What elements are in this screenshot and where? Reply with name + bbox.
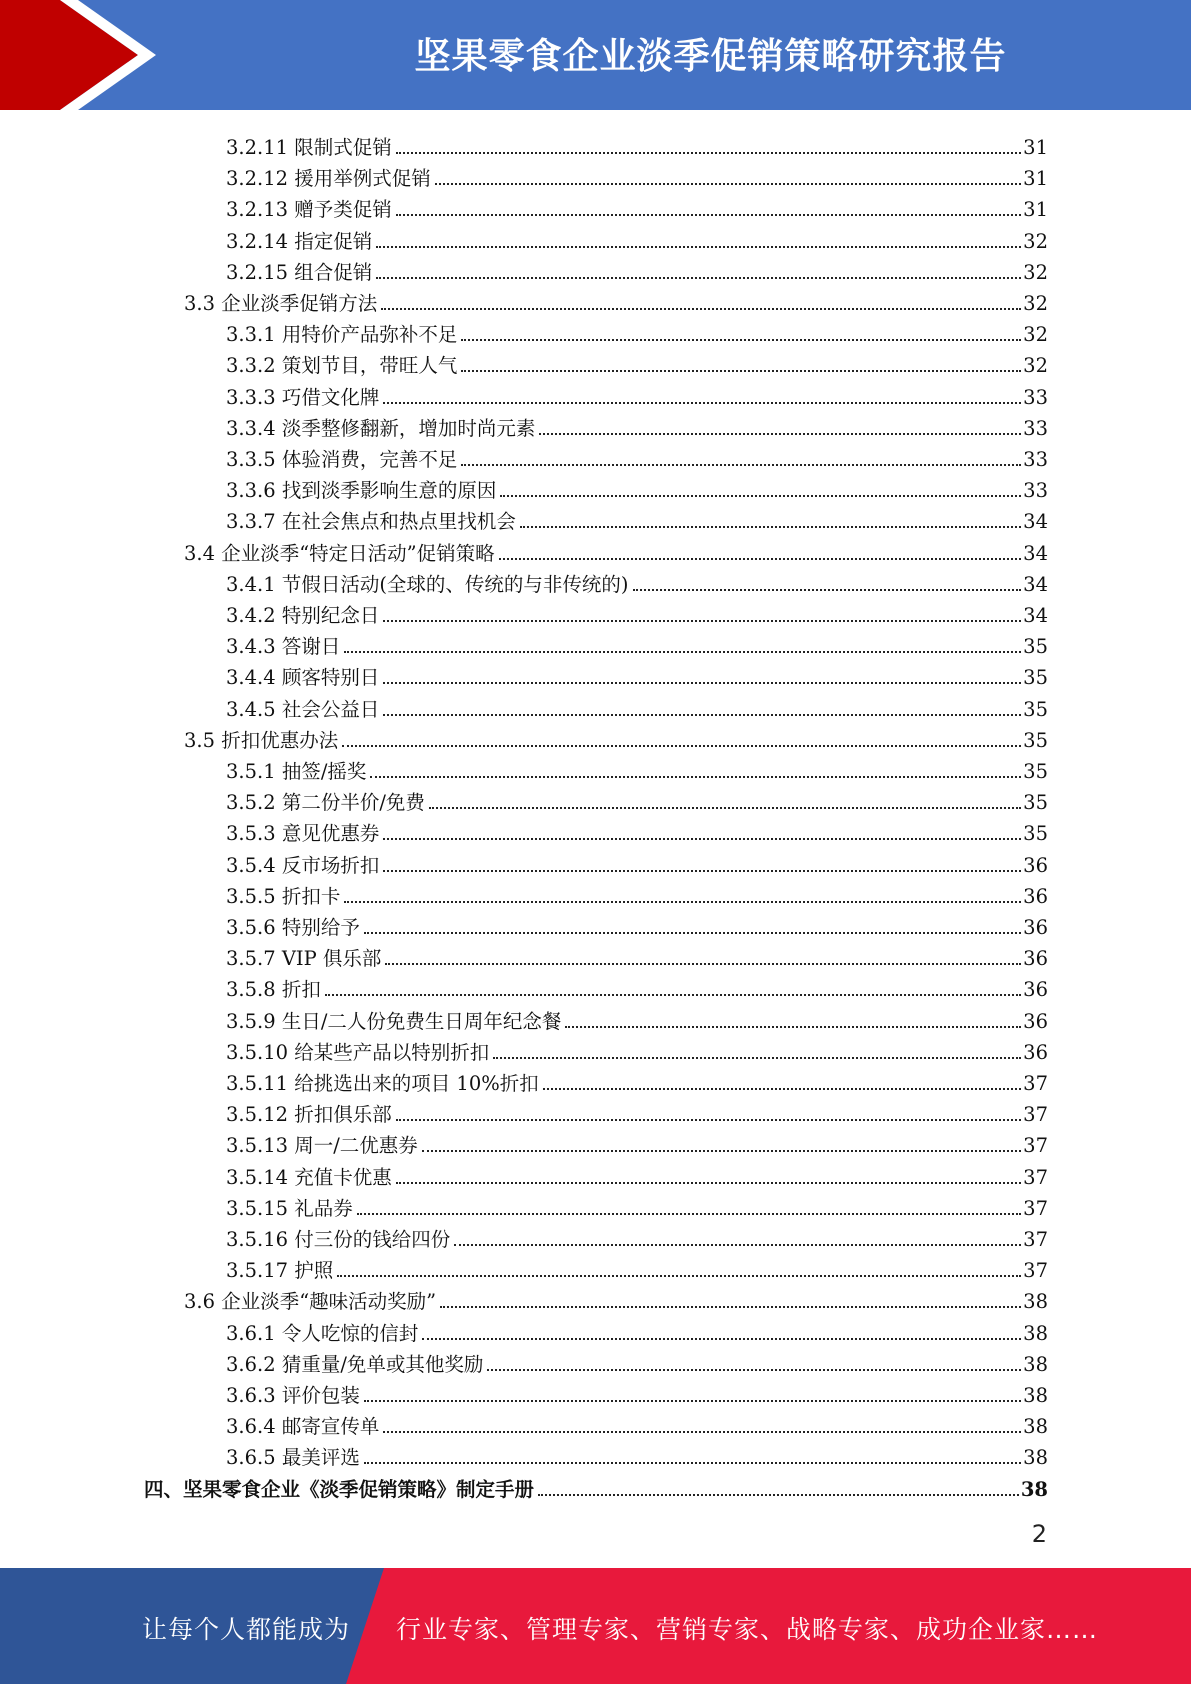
- toc-dot-leader: [344, 651, 1021, 653]
- toc-entry-page: 37: [1023, 1103, 1048, 1127]
- toc-dot-leader: [376, 246, 1021, 248]
- toc-entry-label: 3.2.15 组合促销: [226, 260, 373, 284]
- toc-entry-label: 3.4.4 顾客特别日: [226, 666, 380, 690]
- toc-entry-page: 33: [1023, 385, 1048, 409]
- toc-entry-label: 3.5.8 折扣: [226, 978, 321, 1002]
- toc-entry-label: 3.6.5 最美评选: [226, 1446, 360, 1470]
- toc-dot-leader: [633, 589, 1022, 591]
- toc-dot-leader: [364, 932, 1021, 934]
- toc-entry[interactable]: [226, 690, 1048, 721]
- toc-entry-page: 35: [1023, 635, 1048, 659]
- toc-entry-page: 35: [1023, 697, 1048, 721]
- toc-entry-label: 3.5.10 给某些产品以特别折扣: [226, 1040, 490, 1064]
- toc-entry[interactable]: [226, 658, 1048, 689]
- toc-dot-leader: [565, 1026, 1021, 1028]
- toc-entry-label: 3.4.5 社会公益日: [226, 697, 380, 721]
- toc-entry[interactable]: [226, 378, 1048, 409]
- toc-entry[interactable]: [226, 346, 1048, 377]
- toc-entry[interactable]: [226, 253, 1048, 284]
- toc-entry-label: 3.6.4 邮寄宣传单: [226, 1415, 380, 1439]
- toc-entry[interactable]: [226, 565, 1048, 596]
- toc-entry-label: 3.2.11 限制式促销: [226, 136, 392, 159]
- toc-entry-page: 33: [1023, 479, 1048, 503]
- footer-slogan-left: 让每个人都能成为: [142, 1615, 351, 1644]
- toc-entry-label: 3.5 折扣优惠办法: [184, 728, 339, 752]
- toc-entry[interactable]: [226, 908, 1048, 939]
- toc-entry[interactable]: [226, 939, 1048, 970]
- toc-dot-leader: [383, 870, 1021, 872]
- toc-dot-leader: [454, 1244, 1021, 1246]
- toc-dot-leader: [396, 152, 1021, 154]
- toc-dot-leader: [461, 339, 1021, 341]
- toc-dot-leader: [376, 277, 1021, 279]
- toc-entry-page: 38: [1023, 1321, 1048, 1345]
- toc-entry-page: 31: [1023, 167, 1048, 191]
- toc-entry-page: 37: [1023, 1259, 1048, 1283]
- toc-entry[interactable]: [226, 159, 1048, 190]
- toc-entry[interactable]: [226, 1126, 1048, 1157]
- toc-dot-leader: [539, 433, 1021, 435]
- toc-dot-leader: [383, 714, 1021, 716]
- toc-dot-leader: [344, 901, 1021, 903]
- toc-entry-label: 3.2.14 指定促销: [226, 229, 373, 253]
- footer-slogan-right: 行业专家、管理专家、营销专家、战略专家、成功企业家……: [396, 1615, 1099, 1644]
- toc-entry-page: 36: [1023, 978, 1048, 1002]
- toc-entry-page: 37: [1023, 1072, 1048, 1095]
- toc-entry-page: 31: [1023, 198, 1048, 222]
- toc-entry-label: 3.4.2 特别纪念日: [226, 604, 380, 627]
- toc-entry-page: 36: [1023, 853, 1048, 877]
- toc-entry[interactable]: [226, 1376, 1048, 1407]
- toc-entry[interactable]: [226, 1158, 1048, 1189]
- toc-entry[interactable]: [226, 752, 1048, 783]
- toc-dot-leader: [422, 1150, 1021, 1152]
- toc-entry[interactable]: [226, 783, 1048, 814]
- toc-dot-leader: [500, 495, 1021, 497]
- toc-entry-label: 3.5.11 给挑选出来的项目 10%折扣: [226, 1072, 539, 1095]
- toc-entry[interactable]: [226, 128, 1048, 159]
- toc-entry-label: 3.5.6 特别给予: [226, 916, 360, 939]
- toc-entry-label: 3.5.1 抽签/摇奖: [226, 760, 367, 783]
- toc-entry-label: 3.5.3 意见优惠券: [226, 822, 380, 846]
- toc-entry-page: 37: [1023, 1228, 1048, 1251]
- toc-entry-page: 33: [1023, 416, 1048, 440]
- toc-entry[interactable]: [226, 814, 1048, 845]
- toc-entry-label: 四、坚果零食企业《淡季促销策略》制定手册: [144, 1477, 535, 1501]
- toc-entry-page: 32: [1023, 260, 1048, 284]
- toc-dot-leader: [383, 682, 1021, 684]
- toc-dot-leader: [538, 1494, 1019, 1496]
- toc-entry[interactable]: [226, 1314, 1048, 1345]
- toc-entry[interactable]: [226, 1002, 1048, 1033]
- toc-dot-leader: [381, 308, 1021, 310]
- toc-entry-page: 36: [1023, 884, 1048, 908]
- toc-entry[interactable]: [226, 846, 1048, 877]
- toc-entry[interactable]: [226, 1095, 1048, 1126]
- toc-entry-page: 32: [1023, 229, 1048, 253]
- toc-dot-leader: [383, 1431, 1021, 1433]
- toc-dot-leader: [337, 1275, 1021, 1277]
- toc-entry-label: 3.5.16 付三份的钱给四份: [226, 1228, 451, 1251]
- toc-entry-page: 34: [1023, 510, 1048, 534]
- toc-entry-label: 3.5.14 充值卡优惠: [226, 1165, 392, 1189]
- toc-dot-leader: [461, 370, 1021, 372]
- page-header: [0, 0, 1191, 110]
- toc-entry-page: 35: [1023, 728, 1048, 752]
- toc-entry[interactable]: [226, 1033, 1048, 1064]
- toc-entry[interactable]: [226, 1220, 1048, 1251]
- toc-dot-leader: [385, 963, 1021, 965]
- toc-dot-leader: [325, 994, 1021, 996]
- toc-entry[interactable]: [226, 970, 1048, 1001]
- toc-entry-label: 3.3.1 用特价产品弥补不足: [226, 323, 458, 347]
- toc-entry-label: 3.3 企业淡季促销方法: [184, 292, 378, 315]
- toc-entry[interactable]: [226, 222, 1048, 253]
- toc-entry[interactable]: [226, 1064, 1048, 1095]
- page-number: 2: [1031, 1520, 1047, 1548]
- toc-entry[interactable]: [226, 1189, 1048, 1220]
- toc-dot-leader: [461, 464, 1021, 466]
- toc-entry-page: 38: [1023, 1384, 1048, 1407]
- toc-entry-label: 3.2.13 赠予类促销: [226, 198, 392, 222]
- toc-entry-page: 38: [1023, 1446, 1048, 1470]
- toc-dot-leader: [370, 776, 1021, 778]
- toc-entry-page: 38: [1020, 1477, 1048, 1501]
- toc-dot-leader: [435, 183, 1021, 185]
- toc-entry-page: 31: [1023, 136, 1048, 159]
- toc-entry[interactable]: [226, 877, 1048, 908]
- toc-entry-label: 3.6.1 令人吃惊的信封: [226, 1321, 419, 1345]
- toc-entry[interactable]: [226, 502, 1048, 533]
- toc-entry-page: 35: [1023, 666, 1048, 690]
- toc-entry-label: 3.3.6 找到淡季影响生意的原因: [226, 479, 497, 503]
- toc-entry[interactable]: [184, 284, 1048, 315]
- toc-entry-label: 3.5.9 生日/二人份免费生日周年纪念餐: [226, 1009, 562, 1033]
- toc-entry[interactable]: [226, 471, 1048, 502]
- toc-entry-page: 37: [1023, 1134, 1048, 1158]
- toc-entry-label: 3.3.3 巧借文化牌: [226, 385, 380, 409]
- toc-entry-page: 38: [1023, 1290, 1048, 1314]
- toc-dot-leader: [543, 1088, 1021, 1090]
- toc-entry[interactable]: [144, 1470, 1048, 1501]
- toc-dot-leader: [396, 1119, 1021, 1121]
- toc-entry-label: 3.6 企业淡季“趣味活动奖励”: [184, 1290, 437, 1314]
- toc-entry-label: 3.2.12 援用举例式促销: [226, 167, 431, 191]
- toc-entry[interactable]: [184, 721, 1048, 752]
- toc-dot-leader: [383, 402, 1021, 404]
- toc-entry-page: 34: [1023, 541, 1048, 565]
- toc-dot-leader: [440, 1306, 1021, 1308]
- toc-entry-page: 38: [1023, 1352, 1048, 1376]
- toc-entry-label: 3.6.2 猜重量/免单或其他奖励: [226, 1352, 484, 1376]
- page-footer: [0, 1568, 1191, 1684]
- toc-dot-leader: [396, 1182, 1021, 1184]
- toc-entry[interactable]: [226, 190, 1048, 221]
- toc-entry-label: 3.5.15 礼品券: [226, 1196, 353, 1220]
- toc-entry-label: 3.6.3 评价包装: [226, 1384, 360, 1407]
- toc-entry-page: 34: [1023, 604, 1048, 627]
- toc-entry-label: 3.5.13 周一/二优惠券: [226, 1134, 418, 1158]
- toc-entry-page: 32: [1023, 292, 1048, 315]
- toc-entry-page: 32: [1023, 354, 1048, 378]
- toc-entry-label: 3.5.17 护照: [226, 1259, 334, 1283]
- toc-entry-page: 33: [1023, 448, 1048, 471]
- toc-entry-label: 3.4 企业淡季“特定日活动”促销策略: [184, 541, 495, 565]
- toc-entry-label: 3.5.2 第二份半价/免费: [226, 791, 425, 815]
- toc-entry-page: 34: [1023, 572, 1048, 596]
- toc-entry-page: 32: [1023, 323, 1048, 347]
- toc-entry-label: 3.3.4 淡季整修翻新，增加时尚元素: [226, 416, 536, 440]
- toc-entry-page: 36: [1023, 916, 1048, 939]
- toc-entry-page: 35: [1023, 822, 1048, 846]
- toc-dot-leader: [487, 1369, 1021, 1371]
- toc-entry-page: 37: [1023, 1165, 1048, 1189]
- toc-dot-leader: [396, 214, 1021, 216]
- toc-dot-leader: [357, 1213, 1021, 1215]
- toc-entry[interactable]: [226, 627, 1048, 658]
- toc-entry-label: 3.5.7 VIP 俱乐部: [226, 947, 382, 971]
- toc-entry[interactable]: [226, 596, 1048, 627]
- toc-entry-page: 36: [1023, 1040, 1048, 1064]
- toc-entry-label: 3.3.5 体验消费，完善不足: [226, 448, 458, 471]
- toc-entry[interactable]: [226, 440, 1048, 471]
- toc-entry-page: 35: [1023, 760, 1048, 783]
- toc-entry-label: 3.5.5 折扣卡: [226, 884, 341, 908]
- toc-entry[interactable]: [184, 534, 1048, 565]
- toc-entry-label: 3.5.12 折扣俱乐部: [226, 1103, 392, 1127]
- toc-entry-label: 3.5.4 反市场折扣: [226, 853, 380, 877]
- toc-entry-label: 3.4.1 节假日活动(全球的、传统的与非传统的): [226, 572, 629, 596]
- toc-entry[interactable]: [226, 1345, 1048, 1376]
- toc-entry[interactable]: [226, 315, 1048, 346]
- toc-entry-label: 3.4.3 答谢日: [226, 635, 341, 659]
- toc-dot-leader: [342, 745, 1021, 747]
- toc-entry-label: 3.3.7 在社会焦点和热点里找机会: [226, 510, 516, 534]
- toc-entry-page: 36: [1023, 947, 1048, 971]
- toc-entry-label: 3.3.2 策划节目，带旺人气: [226, 354, 458, 378]
- toc-dot-leader: [383, 620, 1021, 622]
- toc-dot-leader: [364, 1400, 1021, 1402]
- document-title: 坚果零食企业淡季促销策略研究报告: [414, 36, 1007, 77]
- toc-entry-page: 38: [1023, 1415, 1048, 1439]
- toc-dot-leader: [520, 526, 1021, 528]
- toc-dot-leader: [493, 1057, 1021, 1059]
- toc-dot-leader: [499, 558, 1022, 560]
- toc-dot-leader: [383, 838, 1021, 840]
- toc-entry[interactable]: [226, 1438, 1048, 1469]
- toc-entry[interactable]: [226, 1407, 1048, 1438]
- toc-entry-page: 37: [1023, 1196, 1048, 1220]
- toc-dot-leader: [429, 807, 1021, 809]
- toc-entry-page: 35: [1023, 791, 1048, 815]
- toc-entry[interactable]: [226, 409, 1048, 440]
- toc-entry[interactable]: [226, 1251, 1048, 1282]
- toc-entry[interactable]: [184, 1282, 1048, 1313]
- toc-dot-leader: [422, 1338, 1021, 1340]
- toc-entry-page: 36: [1023, 1009, 1048, 1033]
- toc-dot-leader: [364, 1462, 1021, 1464]
